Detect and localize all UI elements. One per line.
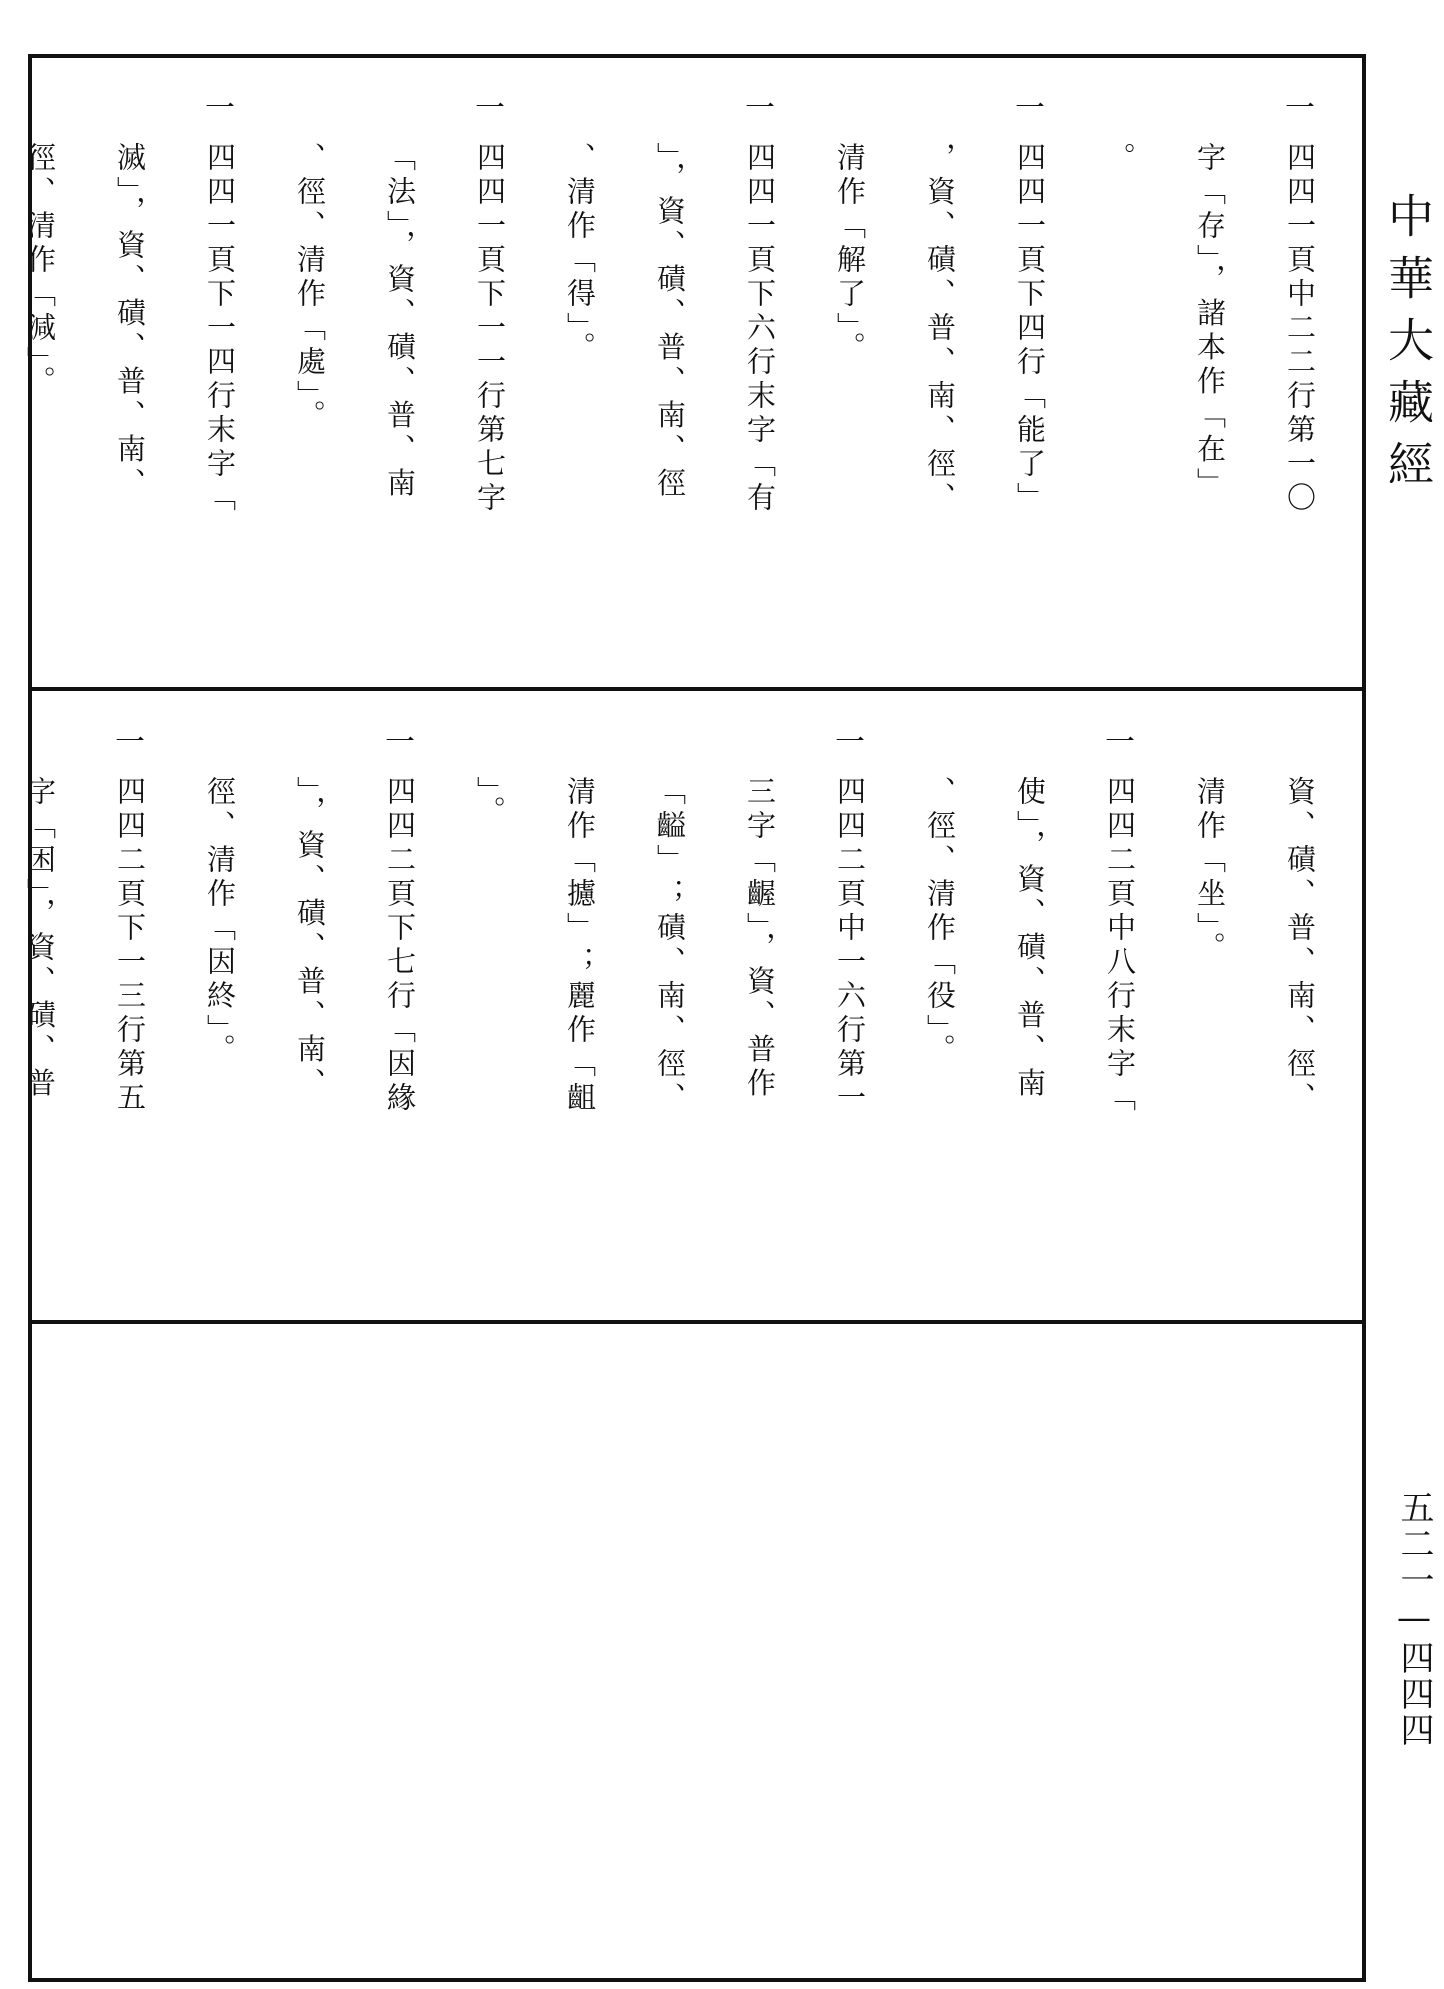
entry-marker: 一 bbox=[115, 725, 145, 760]
section-divider-1 bbox=[32, 687, 1362, 691]
entry-spacer bbox=[18, 728, 62, 772]
entry-text: ，資、磧、普、南、徑、 bbox=[923, 142, 957, 516]
text-column bbox=[198, 91, 242, 604]
text-column bbox=[1278, 91, 1322, 604]
entry-marker: 一 bbox=[1285, 91, 1315, 126]
entry-text: 四四一頁下一四行末字「 bbox=[203, 142, 237, 516]
entry-text: 徑、清作「減」。 bbox=[23, 142, 57, 400]
entry-text: 四四一頁下一一行第七字 bbox=[473, 142, 507, 516]
entry-spacer bbox=[18, 94, 62, 138]
entry-spacer bbox=[288, 728, 332, 772]
text-column bbox=[648, 94, 692, 604]
text-column bbox=[1188, 94, 1232, 604]
bottom-section bbox=[32, 1324, 1362, 1974]
entry-marker: 一 bbox=[1105, 725, 1135, 760]
text-column bbox=[1008, 91, 1052, 604]
entry-text: 三字「齷」，資、普作 bbox=[743, 776, 777, 1102]
text-column bbox=[558, 728, 602, 1308]
entry-marker: 一 bbox=[745, 91, 775, 126]
entry-text: 」，資、磧、普、南、 bbox=[293, 776, 327, 1102]
text-column bbox=[558, 94, 602, 604]
entry-text: 清作「解了」。 bbox=[833, 142, 867, 366]
text-column bbox=[828, 725, 872, 1308]
entry-text: 、徑、清作「處」。 bbox=[293, 142, 327, 434]
text-column bbox=[918, 94, 962, 604]
entry-text: 、徑、清作「役」。 bbox=[923, 776, 957, 1068]
entry-text: 字「困」，資、磧、普 bbox=[23, 776, 57, 1102]
entry-spacer bbox=[918, 728, 962, 772]
middle-section bbox=[23, 725, 1362, 1308]
text-column bbox=[648, 728, 692, 1308]
entry-text: 四四二頁下七行「因緣 bbox=[383, 776, 417, 1116]
text-column bbox=[108, 94, 152, 604]
text-column bbox=[288, 94, 332, 604]
entry-spacer bbox=[738, 728, 782, 772]
page-frame bbox=[23, 54, 1366, 1982]
entry-text: 」，資、磧、普、南、徑 bbox=[653, 142, 687, 502]
entry-spacer bbox=[288, 94, 332, 138]
entry-text: 。 bbox=[1103, 142, 1137, 176]
text-column bbox=[918, 728, 962, 1308]
entry-spacer bbox=[1278, 728, 1322, 772]
text-column bbox=[828, 94, 872, 604]
entry-spacer bbox=[1098, 94, 1142, 138]
entry-text: 「法」，資、磧、普、南 bbox=[383, 142, 417, 502]
text-column bbox=[1188, 728, 1232, 1308]
page-number: 五二一—四四四 bbox=[1394, 1490, 1434, 1748]
entry-text: 、清作「得」。 bbox=[563, 142, 597, 366]
text-column bbox=[1278, 728, 1322, 1308]
entry-marker: 一 bbox=[205, 91, 235, 126]
entry-text: 資、磧、普、南、徑、 bbox=[1283, 776, 1317, 1116]
text-column bbox=[738, 728, 782, 1308]
entry-spacer bbox=[558, 94, 602, 138]
entry-text: 徑、清作「因終」。 bbox=[203, 776, 237, 1068]
entry-marker: 一 bbox=[385, 725, 415, 760]
entry-marker: 一 bbox=[1015, 91, 1045, 126]
entry-text: 四四二頁中一六行第一 bbox=[833, 776, 867, 1116]
text-column bbox=[1098, 725, 1142, 1308]
entry-spacer bbox=[558, 728, 602, 772]
entry-text: 滅」，資、磧、普、南、 bbox=[113, 142, 147, 502]
entry-text: 清作「攄」；麗作「齟 bbox=[563, 776, 597, 1116]
text-column bbox=[468, 91, 512, 604]
text-column bbox=[1008, 728, 1052, 1308]
entry-text: 」。 bbox=[473, 776, 507, 830]
text-column bbox=[108, 725, 152, 1308]
collection-title: 中華大藏經 bbox=[1381, 192, 1435, 502]
entry-spacer bbox=[198, 728, 242, 772]
entry-spacer bbox=[918, 94, 962, 138]
entry-spacer bbox=[1188, 728, 1232, 772]
entry-spacer bbox=[1008, 728, 1052, 772]
text-column bbox=[738, 91, 782, 604]
text-column bbox=[288, 728, 332, 1308]
text-column bbox=[18, 728, 62, 1308]
entry-text: 四四一頁中二二行第一〇 bbox=[1283, 142, 1317, 516]
entry-spacer bbox=[648, 94, 692, 138]
text-column bbox=[18, 94, 62, 604]
text-column bbox=[468, 728, 512, 1308]
entry-text: 「齸」；磧、南、徑、 bbox=[653, 776, 687, 1116]
entry-text: 清作「坐」。 bbox=[1193, 776, 1227, 966]
entry-text: 四四一頁下六行末字「有 bbox=[743, 142, 777, 516]
text-column bbox=[378, 94, 422, 604]
entry-spacer bbox=[828, 94, 872, 138]
entry-spacer bbox=[468, 728, 512, 772]
text-column bbox=[1098, 94, 1142, 604]
entry-spacer bbox=[108, 94, 152, 138]
entry-spacer bbox=[378, 94, 422, 138]
entry-spacer bbox=[648, 728, 692, 772]
text-column bbox=[378, 725, 422, 1308]
entry-text: 四四一頁下四行「能了」 bbox=[1013, 142, 1047, 516]
entry-text: 字「存」，諸本作「在」 bbox=[1193, 142, 1227, 502]
entry-text: 使」，資、磧、普、南 bbox=[1013, 776, 1047, 1102]
entry-marker: 一 bbox=[835, 725, 865, 760]
text-column bbox=[198, 728, 242, 1308]
entry-text: 四四二頁下一三行第五 bbox=[113, 776, 147, 1116]
top-section bbox=[23, 91, 1362, 604]
entry-marker: 一 bbox=[475, 91, 505, 126]
entry-text: 四四二頁中八行末字「 bbox=[1103, 776, 1137, 1116]
entry-spacer bbox=[1188, 94, 1232, 138]
